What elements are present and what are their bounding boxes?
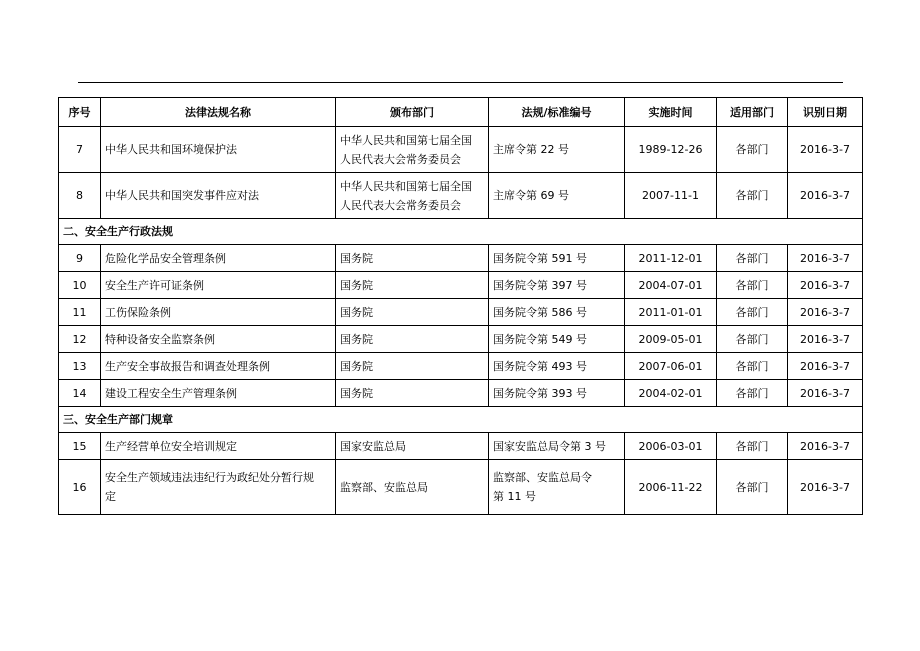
cell-seq: 7 [59, 127, 101, 173]
table-row [59, 326, 863, 353]
cell-seq: 9 [59, 245, 101, 272]
header-effective: 实施时间 [625, 98, 717, 127]
cell-code: 国家安监总局令第 3 号 [489, 433, 625, 460]
cell-issuer: 国家安监总局 [336, 433, 489, 460]
cell-scope: 各部门 [717, 127, 788, 173]
name-line: 安全生产领域违法违纪行为政纪处分暂行规 [105, 471, 314, 484]
cell-scope: 各部门 [717, 272, 788, 299]
cell-identified: 2016-3-7 [788, 433, 863, 460]
header-rule [78, 82, 843, 83]
cell-name: 生产经营单位安全培训规定 [101, 433, 336, 460]
cell-name: 建设工程安全生产管理条例 [101, 380, 336, 407]
cell-scope: 各部门 [717, 173, 788, 219]
cell-effective: 2004-02-01 [625, 380, 717, 407]
issuer-line: 中华人民共和国第七届全国 [340, 133, 472, 147]
cell-name: 中华人民共和国环境保护法 [101, 127, 336, 173]
cell-effective: 2006-03-01 [625, 433, 717, 460]
cell-issuer: 国务院 [336, 353, 489, 380]
cell-scope: 各部门 [717, 245, 788, 272]
cell-issuer: 监察部、安监总局 [336, 460, 489, 515]
cell-identified: 2016-3-7 [788, 353, 863, 380]
cell-code: 国务院令第 586 号 [489, 299, 625, 326]
cell-scope: 各部门 [717, 460, 788, 515]
table-row [59, 380, 863, 407]
cell-issuer: 国务院 [336, 380, 489, 407]
cell-issuer: 国务院 [336, 299, 489, 326]
cell-seq: 8 [59, 173, 101, 219]
issuer-line: 人民代表大会常务委员会 [340, 152, 461, 166]
cell-effective: 2009-05-01 [625, 326, 717, 353]
section-title: 三、安全生产部门规章 [59, 407, 863, 433]
cell-identified: 2016-3-7 [788, 380, 863, 407]
cell-identified: 2016-3-7 [788, 245, 863, 272]
cell-seq: 12 [59, 326, 101, 353]
cell-effective: 2004-07-01 [625, 272, 717, 299]
cell-code: 国务院令第 591 号 [489, 245, 625, 272]
table-row [59, 272, 863, 299]
table-row [59, 245, 863, 272]
cell-issuer: 国务院 [336, 272, 489, 299]
cell-name: 中华人民共和国突发事件应对法 [101, 173, 336, 219]
header-name: 法律法规名称 [101, 98, 336, 127]
section-row [59, 219, 863, 245]
cell-issuer: 国务院 [336, 245, 489, 272]
table-row [59, 127, 863, 173]
cell-identified: 2016-3-7 [788, 460, 863, 515]
cell-code: 主席令第 69 号 [489, 173, 625, 219]
cell-code: 主席令第 22 号 [489, 127, 625, 173]
cell-code [489, 460, 625, 515]
cell-name: 特种设备安全监察条例 [101, 326, 336, 353]
header-code: 法规/标准编号 [489, 98, 625, 127]
table-row [59, 173, 863, 219]
section-title: 二、安全生产行政法规 [59, 219, 863, 245]
table-header-row [59, 98, 863, 127]
cell-name [101, 460, 336, 515]
cell-identified: 2016-3-7 [788, 272, 863, 299]
cell-seq: 11 [59, 299, 101, 326]
cell-code: 国务院令第 549 号 [489, 326, 625, 353]
cell-effective: 2011-01-01 [625, 299, 717, 326]
cell-scope: 各部门 [717, 353, 788, 380]
header-identified: 识别日期 [788, 98, 863, 127]
table-row [59, 299, 863, 326]
cell-effective: 2007-06-01 [625, 353, 717, 380]
cell-identified: 2016-3-7 [788, 326, 863, 353]
regulations-table [58, 97, 863, 515]
code-line: 监察部、安监总局令 [493, 471, 592, 484]
cell-identified: 2016-3-7 [788, 299, 863, 326]
cell-name: 生产安全事故报告和调查处理条例 [101, 353, 336, 380]
code-line: 第 11 号 [493, 490, 536, 503]
cell-seq: 13 [59, 353, 101, 380]
cell-identified: 2016-3-7 [788, 127, 863, 173]
header-scope: 适用部门 [717, 98, 788, 127]
table-row [59, 460, 863, 515]
cell-effective: 2007-11-1 [625, 173, 717, 219]
header-issuer: 颁布部门 [336, 98, 489, 127]
cell-effective: 2011-12-01 [625, 245, 717, 272]
cell-scope: 各部门 [717, 433, 788, 460]
cell-code: 国务院令第 397 号 [489, 272, 625, 299]
cell-seq: 15 [59, 433, 101, 460]
table-row [59, 433, 863, 460]
cell-seq: 10 [59, 272, 101, 299]
cell-name: 工伤保险条例 [101, 299, 336, 326]
issuer-line: 人民代表大会常务委员会 [340, 198, 461, 212]
table-row [59, 353, 863, 380]
cell-issuer [336, 127, 489, 173]
issuer-line: 中华人民共和国第七届全国 [340, 179, 472, 193]
cell-effective: 2006-11-22 [625, 460, 717, 515]
name-line: 定 [105, 490, 116, 503]
cell-scope: 各部门 [717, 326, 788, 353]
cell-name: 安全生产许可证条例 [101, 272, 336, 299]
cell-code: 国务院令第 493 号 [489, 353, 625, 380]
cell-effective: 1989-12-26 [625, 127, 717, 173]
cell-scope: 各部门 [717, 299, 788, 326]
cell-seq: 14 [59, 380, 101, 407]
section-row [59, 407, 863, 433]
cell-issuer [336, 173, 489, 219]
cell-name: 危险化学品安全管理条例 [101, 245, 336, 272]
cell-issuer: 国务院 [336, 326, 489, 353]
cell-seq: 16 [59, 460, 101, 515]
header-seq: 序号 [59, 98, 101, 127]
cell-identified: 2016-3-7 [788, 173, 863, 219]
cell-scope: 各部门 [717, 380, 788, 407]
cell-code: 国务院令第 393 号 [489, 380, 625, 407]
